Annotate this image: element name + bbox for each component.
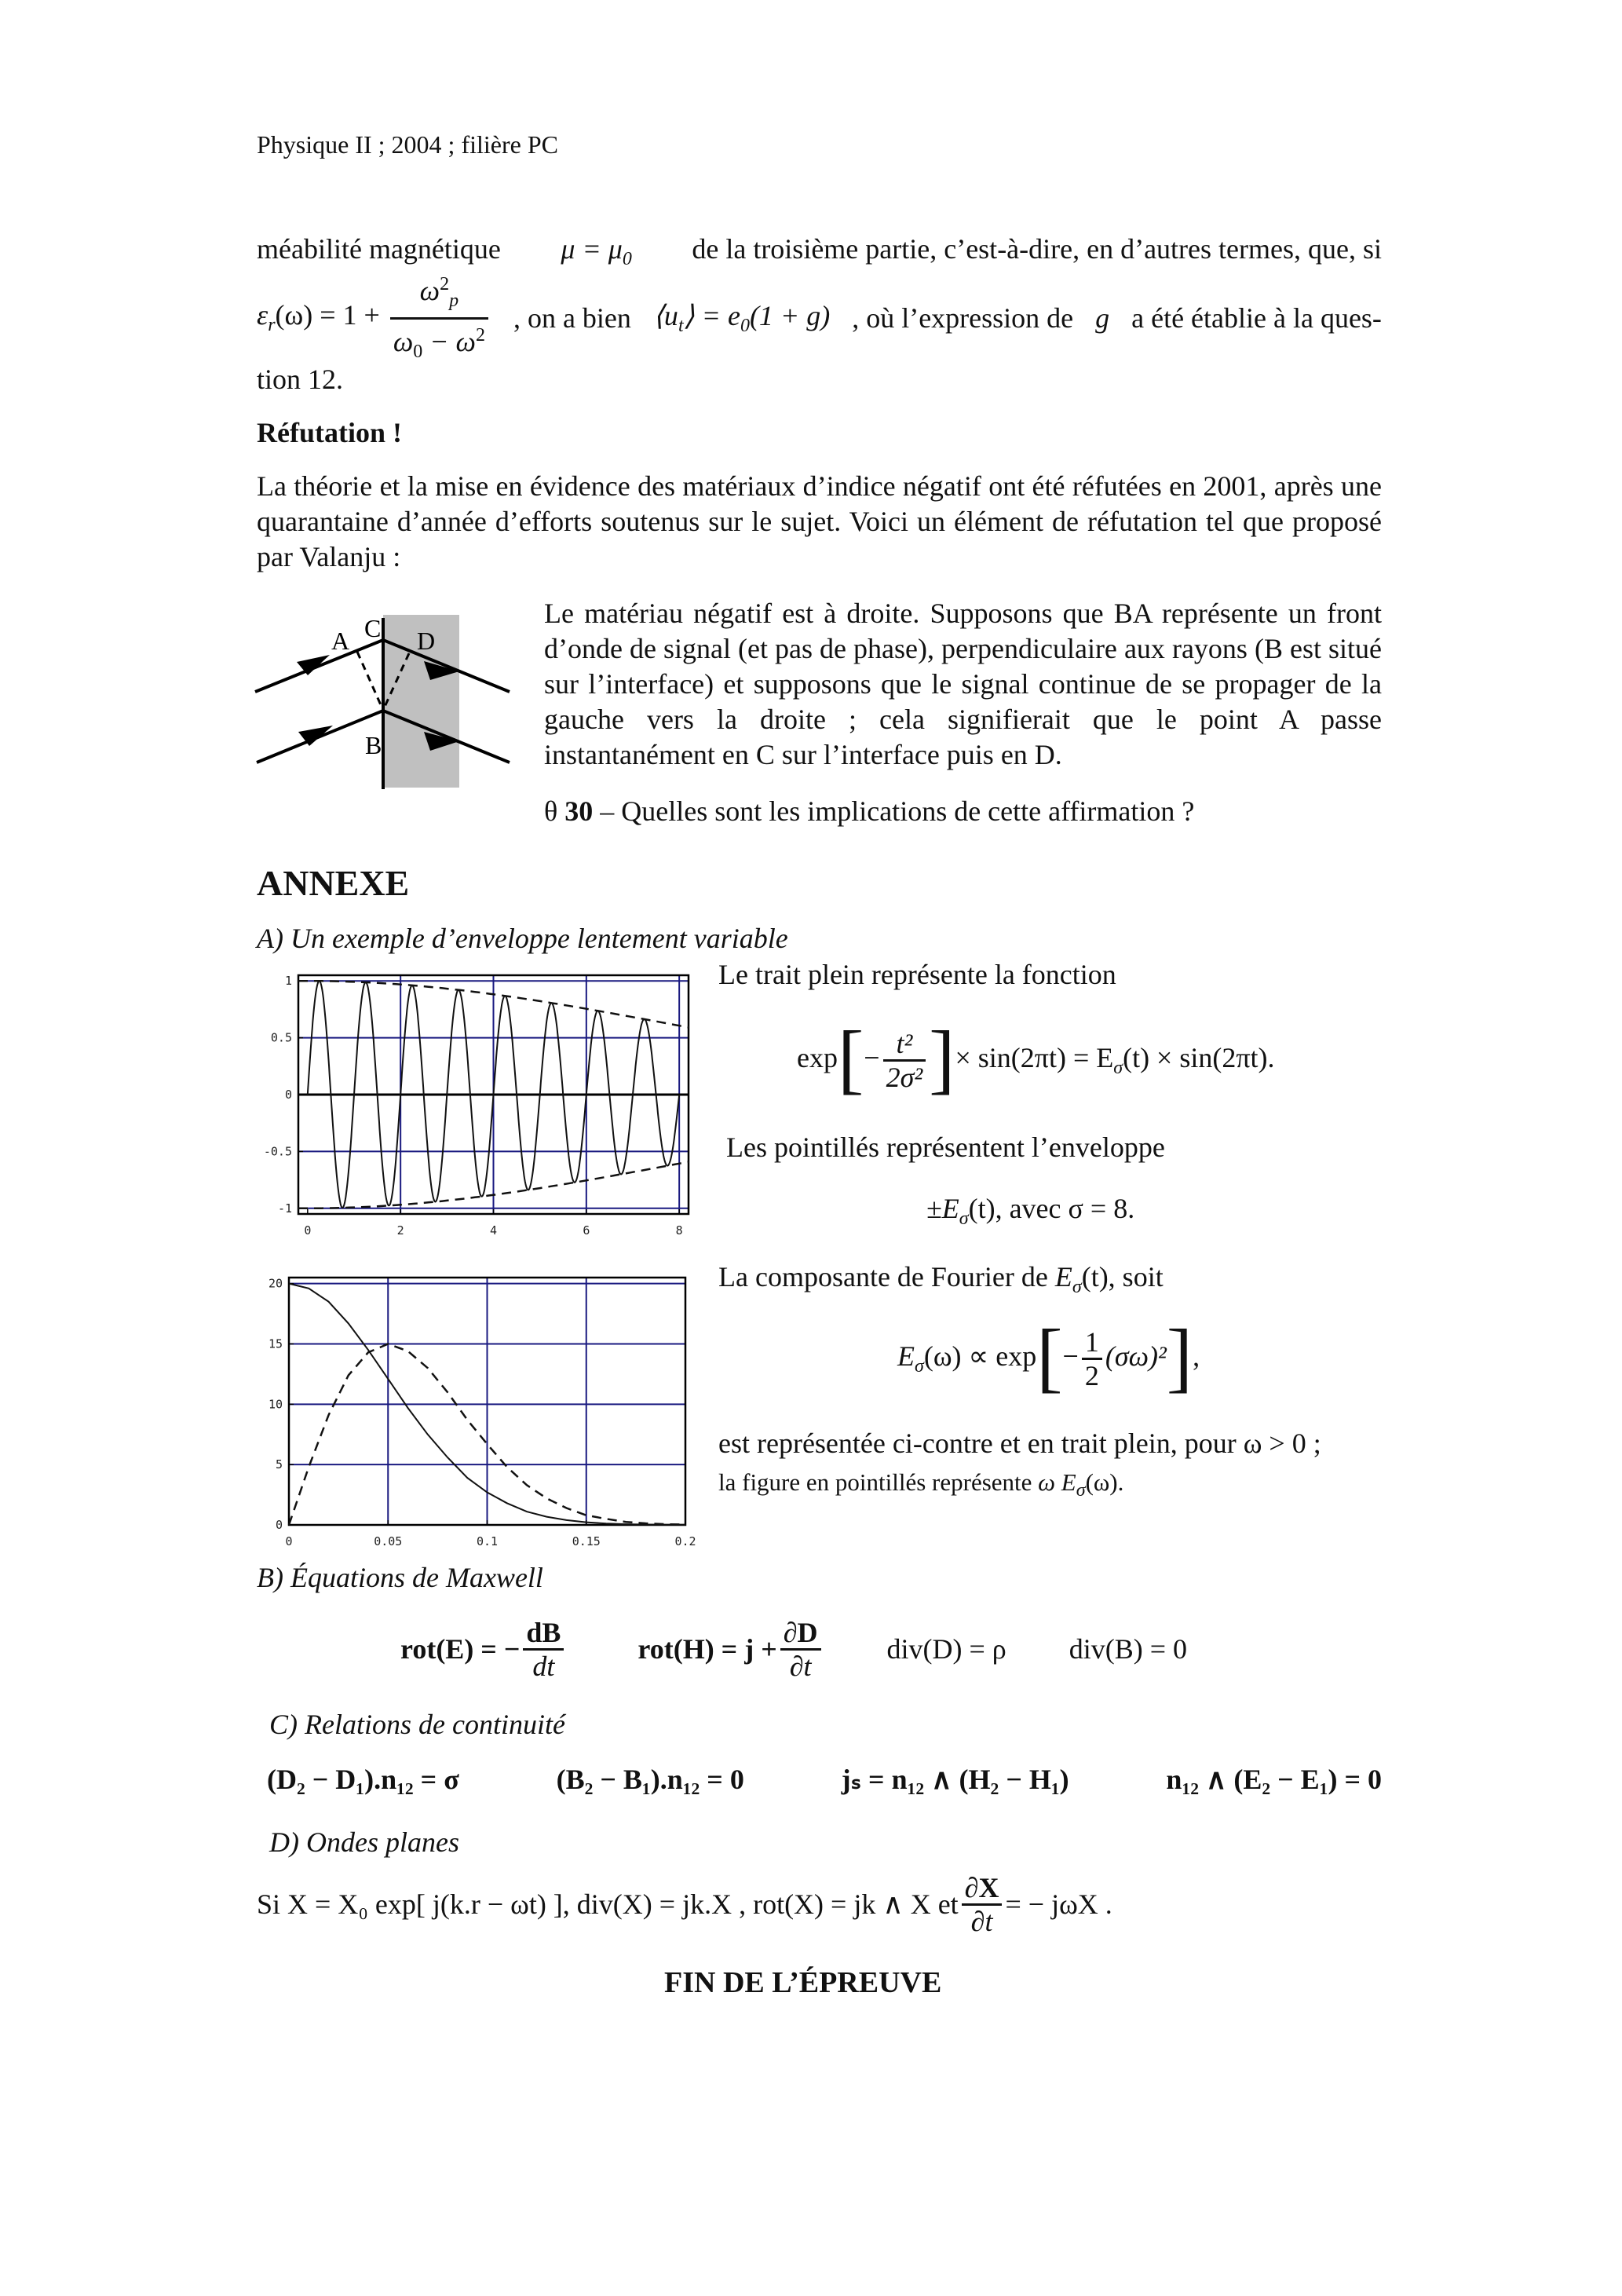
valanju-diagram <box>0 0 550 809</box>
a-text-2: Les pointillés représentent l’enveloppe <box>726 1132 1165 1163</box>
label-a: A <box>331 627 350 655</box>
label-d: D <box>417 627 436 655</box>
section-b-heading: B) Équations de Maxwell <box>257 1562 543 1593</box>
y-tick-label: 15 <box>268 1336 283 1351</box>
intro-line-2: $\varepsilon_r(\omega) = 1$ + $\frac{\omega^2_p}{\omega_0 - \omega^2}$ , on a bien $⟨u_t⟩ = e_0(1 + g)$ , où l’expression de g a été établie à la ques- <box>257 275 1382 361</box>
continuity-d: (D₂ − D₁).n₁₂ = σ <box>267 1764 459 1795</box>
continuity-relations <box>267 1763 1382 1796</box>
x-tick-label: 0 <box>285 1534 293 1548</box>
a-text-5: la figure en pointillés représente ω $E_\sigma(\omega)$. <box>718 1468 1124 1501</box>
y-tick-label: 5 <box>275 1457 283 1472</box>
a-text-4: est représentée ci-contre et en trait plein, pour ω > 0 ; <box>718 1428 1321 1459</box>
question-30: θ 30 – Quelles sont les implications de cette affirmation ? <box>544 795 1195 827</box>
maxwell-faraday: rot(E) = − <box>400 1633 521 1665</box>
end-of-exam: FIN DE L’ÉPREUVE <box>664 1966 942 1999</box>
x-tick-label: 4 <box>489 1223 498 1238</box>
y-tick-label: -0.5 <box>263 1144 292 1159</box>
chart-envelope <box>251 966 699 1245</box>
y-tick-label: 20 <box>268 1276 283 1291</box>
maxwell-ampere: rot(H) = j + <box>637 1633 777 1665</box>
label-c: C <box>364 614 382 642</box>
x-tick-label: 0.15 <box>572 1534 601 1548</box>
text: de la troisième partie, c’est-à-dire, en d’autres termes, que, si <box>692 233 1382 265</box>
a-formula-2: $\pm E_\sigma(t)$, avec σ = 8. <box>926 1193 1135 1230</box>
a-text-1: Le trait plein représente la fonction <box>718 959 1116 990</box>
x-tick-label: 0 <box>304 1223 312 1238</box>
a-text-3: La composante de Fourier de $E_\sigma(t)$, soit <box>718 1261 1164 1298</box>
text: méabilité magnétique <box>257 233 501 265</box>
x-tick-label: 0.1 <box>476 1534 499 1548</box>
plane-wave-relations: Si X = X₀ exp[ j(k.r − ωt) ], div(X) = jk.X , rot(X) = jk ∧ X et $\frac{\partial X}{\partial t}$ = − jωX . <box>257 1871 1112 1937</box>
maxwell-flux: div(B) = 0 <box>1069 1633 1188 1665</box>
section-c-heading: C) Relations de continuité <box>269 1709 565 1740</box>
y-tick-label: 1 <box>284 974 292 989</box>
y-tick-label: -1 <box>277 1201 292 1216</box>
eps-formula: $\varepsilon_r(\omega) = 1$ + $\frac{\omega^2_p}{\omega_0 - \omega^2}$ <box>257 269 491 367</box>
ut-formula: $⟨u_t⟩ = e_0(1 + g)$ <box>652 299 831 337</box>
y-tick-label: 0 <box>275 1518 283 1532</box>
refutation-heading: Réfutation ! <box>257 417 402 448</box>
x-tick-label: 2 <box>396 1223 404 1238</box>
maxwell-equations: rot(E) = − $\frac{dB}{dt}$ rot(H) = j + $\frac{\partial D}{\partial t}$ div(D) = ρ div(B) = 0 <box>400 1616 1188 1682</box>
y-tick-label: 0.5 <box>270 1030 292 1045</box>
annexe-title: ANNEXE <box>257 863 410 903</box>
chart-fourier <box>251 1268 699 1551</box>
x-tick-label: 6 <box>583 1223 590 1238</box>
figure-explanation: Le matériau négatif est à droite. Supposons que BA représente un front d’onde de signal (et pas de phase), perpendiculaire aux rayons (B est situé sur l’interface) et supposons que le signal continue de se propager de la gauche vers la droite ; cela signifierait que le point A passe instantanément en C sur l’interface puis en D. <box>544 598 1382 770</box>
section-a-heading: A) Un exemple d’enveloppe lentement variable <box>257 923 788 954</box>
section-d-heading: D) Ondes planes <box>269 1826 459 1858</box>
continuity-b: (B₂ − B₁).n₁₂ = 0 <box>556 1764 744 1795</box>
running-title: Physique II ; 2004 ; filière PC <box>257 130 558 159</box>
continuity-e: n₁₂ ∧ (E₂ − E₁) = 0 <box>1166 1764 1382 1795</box>
math-mu: $\mu = \mu_0$ <box>561 233 632 270</box>
maxwell-gauss: div(D) = ρ <box>886 1633 1006 1665</box>
eps-fraction: $\frac{\omega^2_p}{\omega_0 - \omega^2}$ <box>390 269 488 367</box>
a-formula-3: $E_\sigma(\omega) \propto \exp[-$ $\frac{1}{2}$ (σω)²], <box>897 1313 1200 1400</box>
y-tick-label: 0 <box>284 1088 292 1102</box>
label-b: B <box>365 731 382 759</box>
x-tick-label: 0.2 <box>674 1534 696 1548</box>
x-tick-label: 8 <box>675 1223 683 1238</box>
x-tick-label: 0.05 <box>374 1534 403 1548</box>
intro-line-3: tion 12. <box>257 364 344 395</box>
refutation-paragraph: La théorie et la mise en évidence des matériaux d’indice négatif ont été réfutées en 2001, après une quarantaine d’année d’efforts soutenus sur le sujet. Voici un élément de réfutation tel que proposé par Valanju : <box>257 470 1382 572</box>
continuity-h: jₛ = n₁₂ ∧ (H₂ − H₁) <box>841 1764 1069 1795</box>
a-formula-1: exp[− $\frac{\text{t²}}{\text{2σ²}}$ ]× $\sin(2\pi t) = E_\sigma(t) \times \sin(2\pi t)$. <box>797 1015 1275 1102</box>
y-tick-label: 10 <box>268 1397 283 1412</box>
